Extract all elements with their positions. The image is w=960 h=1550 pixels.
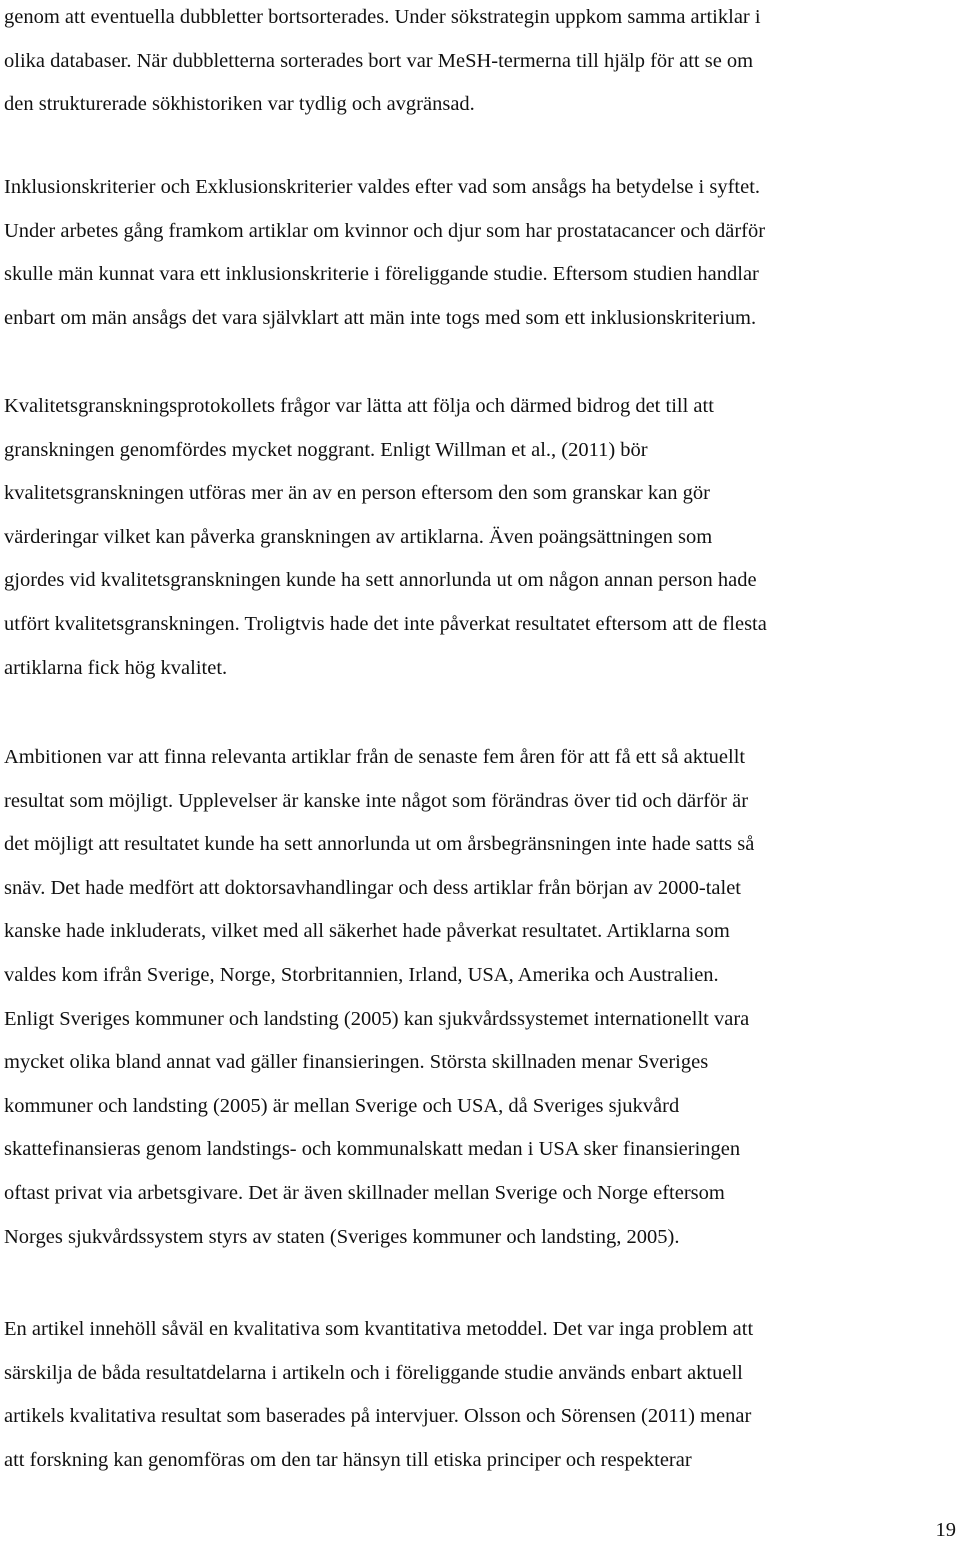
text-line: oftast privat via arbetsgivare. Det är även skillnader mellan Sverige och Norge eftersom bbox=[4, 1181, 725, 1204]
text-line: kvalitetsgranskningen utföras mer än av en person eftersom den som granskar kan gör bbox=[4, 482, 710, 505]
text-line: särskilja de båda resultatdelarna i artikeln och i föreliggande studie används enbart aktuell bbox=[4, 1361, 743, 1384]
text-line: utfört kvalitetsgranskningen. Troligtvis hade det inte påverkat resultatet eftersom att de flesta bbox=[4, 612, 767, 635]
text-line: kommuner och landsting (2005) är mellan Sverige och USA, då Sveriges sjukvård bbox=[4, 1094, 680, 1117]
text-line: valdes kom ifrån Sverige, Norge, Storbritannien, Irland, USA, Amerika och Australien. bbox=[4, 963, 719, 986]
text-line: granskningen genomfördes mycket noggrant. Enligt Willman et al., (2011) bör bbox=[4, 438, 648, 461]
text-line: värderingar vilket kan påverka granskningen av artiklarna. Även poängsättningen som bbox=[4, 525, 713, 548]
paragraph-metoddel bbox=[4, 1308, 958, 1482]
text-line: Inklusionskriterier och Exklusionskriterier valdes efter vad som ansågs ha betydelse i syftet. bbox=[4, 176, 761, 198]
text-line: skulle män kunnat vara ett inklusionskriterie i föreliggande studie. Eftersom studien handlar bbox=[4, 263, 759, 286]
text-line: genom att eventuella dubbletter bortsorterades. Under sökstrategin uppkom samma artiklar i bbox=[4, 6, 761, 28]
text-line: Under arbetes gång framkom artiklar om kvinnor och djur som har prostatacancer och därför bbox=[4, 219, 766, 242]
text-line: att forskning kan genomföras om den tar hänsyn till etiska principer och respekterar bbox=[4, 1448, 692, 1471]
text-line: snäv. Det hade medfört att doktorsavhandlingar och dess artiklar från början av 2000-talet bbox=[4, 876, 741, 899]
text-line: artiklarna fick hög kvalitet. bbox=[4, 656, 228, 679]
text-line: Kvalitetsgranskningsprotokollets frågor var lätta att följa och därmed bidrog det till att bbox=[4, 395, 714, 417]
paragraph-sokstrategi bbox=[4, 0, 958, 127]
text-line: Ambitionen var att finna relevanta artiklar från de senaste fem åren för att få ett så aktuellt bbox=[4, 746, 746, 768]
text-line: gjordes vid kvalitetsgranskningen kunde ha sett annorlunda ut om någon annan person hade bbox=[4, 569, 757, 592]
text-line: olika databaser. När dubbletterna sorterades bort var MeSH-termerna till hjälp för att se om bbox=[4, 49, 754, 72]
text-line: mycket olika bland annat vad gäller finansieringen. Största skillnaden menar Sveriges bbox=[4, 1051, 709, 1074]
text-line: artikels kvalitativa resultat som baserades på intervjuer. Olsson och Sörensen (2011) menar bbox=[4, 1405, 752, 1428]
paragraph-kvalitetsgranskning bbox=[4, 385, 958, 690]
text-line: Enligt Sveriges kommuner och landsting (2005) kan sjukvårdssystemet internationellt vara bbox=[4, 1007, 750, 1030]
text-line: kanske hade inkluderats, vilket med all säkerhet hade påverkat resultatet. Artiklarna som bbox=[4, 920, 730, 943]
text-line: skattefinansieras genom landstings- och kommunalskatt medan i USA sker finansieringen bbox=[4, 1138, 741, 1161]
text-line: resultat som möjligt. Upplevelser är kanske inte något som förändras över tid och därför är bbox=[4, 789, 749, 812]
text-line: Norges sjukvårdssystem styrs av staten (Sveriges kommuner och landsting, 2005). bbox=[4, 1225, 680, 1248]
text-line: En artikel innehöll såväl en kvalitativa som kvantitativa metoddel. Det var inga problem att bbox=[4, 1318, 754, 1340]
page-number: 19 bbox=[935, 1519, 956, 1541]
text-line: enbart om män ansågs det vara självklart att män inte togs med som ett inklusionskriterium. bbox=[4, 306, 757, 329]
paragraph-ambitionen bbox=[4, 736, 958, 1259]
paragraph-inklusionskriterier bbox=[4, 166, 958, 340]
text-line: det möjligt att resultatet kunde ha sett annorlunda ut om årsbegränsningen inte hade satts så bbox=[4, 833, 755, 856]
text-line: den strukturerade sökhistoriken var tydlig och avgränsad. bbox=[4, 93, 475, 116]
